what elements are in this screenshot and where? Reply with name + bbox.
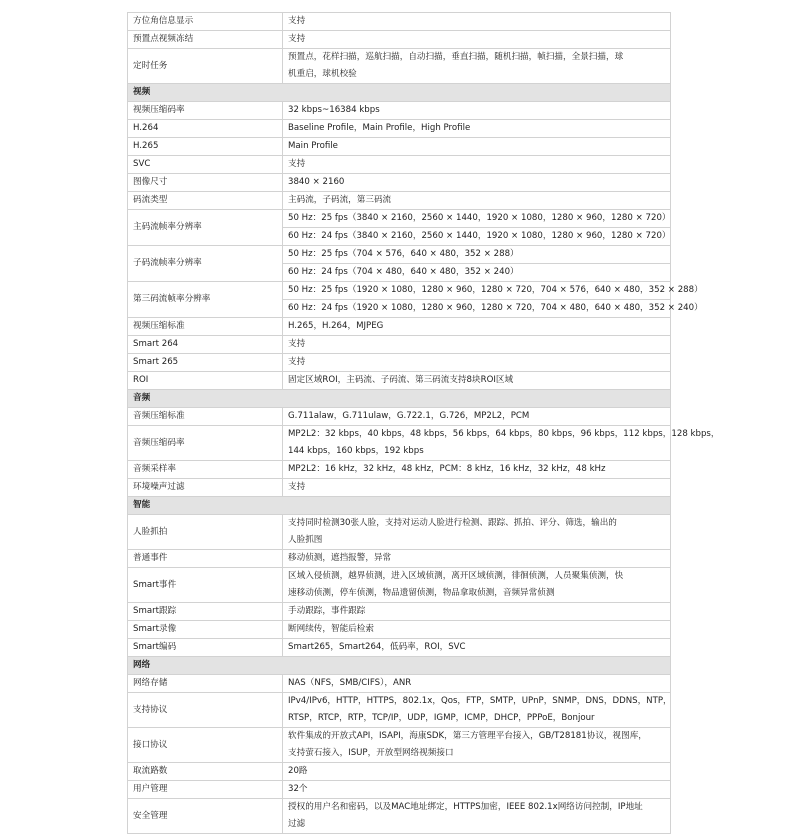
spec-row: [128, 408, 671, 426]
spec-row: [128, 31, 671, 49]
spec-row: [128, 282, 671, 318]
spec-value: [283, 138, 671, 156]
spec-row: [128, 192, 671, 210]
spec-label: 取流路数: [128, 763, 283, 781]
spec-value: [283, 621, 671, 639]
spec-label: Smart 264: [128, 336, 283, 354]
spec-row: [128, 156, 671, 174]
spec-label: 子码流帧率分辨率: [128, 246, 283, 282]
spec-value-line: 144 kbps，160 kbps，192 kbps: [288, 446, 424, 456]
spec-value: [283, 372, 671, 390]
spec-value: [283, 318, 671, 336]
spec-value-line: NAS（NFS，SMB/CIFS），ANR: [288, 678, 412, 688]
spec-value: [283, 781, 671, 799]
spec-value-line: 50 Hz：25 fps（704 × 576，640 × 480，352 × 288）: [288, 249, 519, 259]
spec-value-line: 支持: [288, 357, 306, 367]
spec-value: [283, 192, 671, 210]
spec-value: [283, 246, 671, 282]
spec-row: [128, 621, 671, 639]
spec-value-line: 60 Hz：24 fps（1920 × 1080，1280 × 960，1280 × 720，704 × 480，640 × 480，352 × 240）: [283, 299, 670, 317]
spec-value-line: 软件集成的开放式API，ISAPI，海康SDK，第三方管理平台接入，GB/T28181协议，视图库，: [288, 731, 647, 741]
spec-value-line: 3840 × 2160: [288, 177, 345, 187]
spec-value: [283, 49, 671, 84]
spec-value: [283, 479, 671, 497]
spec-label: 音频压缩码率: [128, 426, 283, 461]
spec-label: Smart事件: [128, 568, 283, 603]
spec-value-line: 授权的用户名和密码，以及MAC地址绑定，HTTPS加密，IEEE 802.1x网络访问控制，IP地址: [288, 802, 643, 812]
spec-value-line: MP2L2：32 kbps，40 kbps，48 kbps，56 kbps，64 kbps，80 kbps，96 kbps，112 kbps，128 kbps，: [288, 429, 720, 439]
spec-row: [128, 461, 671, 479]
section-title: 音频: [128, 390, 671, 408]
spec-table: [127, 12, 720, 834]
spec-row: [128, 354, 671, 372]
spec-value-line: 速移动侦测，停车侦测，物品遗留侦测，物品拿取侦测，音频异常侦测: [288, 588, 555, 598]
spec-row: [128, 728, 671, 763]
spec-row: [128, 603, 671, 621]
spec-table-body: [128, 13, 720, 834]
spec-label: H.265: [128, 138, 283, 156]
spec-row: [128, 515, 671, 550]
spec-label: 音频采样率: [128, 461, 283, 479]
spec-value: [283, 675, 671, 693]
spec-value-line: 断网续传，智能后检索: [288, 624, 374, 634]
spec-value-line: 固定区域ROI，主码流、子码流、第三码流支持8块ROI区域: [288, 375, 514, 385]
spec-label: ROI: [128, 372, 283, 390]
spec-row: [128, 763, 671, 781]
spec-value: [283, 515, 671, 550]
spec-value: [283, 156, 671, 174]
spec-value-line: Baseline Profile，Main Profile，High Profile: [288, 123, 471, 133]
spec-value-line: IPv4/IPv6，HTTP，HTTPS，802.1x，Qos，FTP，SMTP，UPnP，SNMP，DNS，DDNS，NTP，: [288, 696, 672, 706]
spec-label: 安全管理: [128, 799, 283, 834]
spec-value-line: Main Profile: [288, 141, 338, 151]
spec-value-line: 人脸抓图: [288, 535, 323, 545]
spec-label: 图像尺寸: [128, 174, 283, 192]
spec-value-line: 预置点，花样扫描，巡航扫描，自动扫描，垂直扫描，随机扫描，帧扫描，全景扫描，球: [288, 52, 624, 62]
spec-row: [128, 639, 671, 657]
section-header-row: [128, 497, 671, 515]
spec-value: [283, 426, 720, 461]
spec-value-line: 支持同时检测30张人脸，支持对运动人脸进行检测、跟踪、抓拍、评分、筛选，输出的: [288, 518, 617, 528]
spec-label: SVC: [128, 156, 283, 174]
spec-row: [128, 372, 671, 390]
spec-value-line: 区域入侵侦测，越界侦测，进入区域侦测，离开区域侦测，徘徊侦测，人员聚集侦测，快: [288, 571, 624, 581]
spec-label: 接口协议: [128, 728, 283, 763]
spec-row: [128, 13, 671, 31]
spec-label: Smart跟踪: [128, 603, 283, 621]
spec-value-line: 过滤: [288, 819, 306, 829]
spec-label: 定时任务: [128, 49, 283, 84]
spec-value: [283, 336, 671, 354]
spec-value-line: 支持: [288, 159, 306, 169]
spec-row: [128, 568, 671, 603]
spec-value-line: 60 Hz：24 fps（3840 × 2160，2560 × 1440，1920 × 1080，1280 × 960，1280 × 720）: [283, 227, 670, 245]
spec-label: 支持协议: [128, 693, 283, 728]
spec-label: H.264: [128, 120, 283, 138]
spec-value-line: RTSP，RTCP，RTP，TCP/IP，UDP，IGMP，ICMP，DHCP，PPPoE，Bonjour: [288, 713, 595, 723]
spec-value-line: MP2L2：16 kHz，32 kHz，48 kHz，PCM：8 kHz，16 kHz，32 kHz，48 kHz: [288, 464, 606, 474]
spec-label: Smart编码: [128, 639, 283, 657]
spec-label: 视频压缩标准: [128, 318, 283, 336]
spec-value: [283, 210, 671, 246]
spec-row: [128, 799, 671, 834]
spec-value-line: 60 Hz：24 fps（704 × 480，640 × 480，352 × 240）: [283, 263, 670, 281]
spec-value: [283, 31, 671, 49]
section-title: 网络: [128, 657, 671, 675]
spec-value: [283, 174, 671, 192]
section-header-row: [128, 390, 671, 408]
spec-row: [128, 174, 671, 192]
spec-row: [128, 693, 671, 728]
spec-value: [283, 13, 671, 31]
section-header-row: [128, 84, 671, 102]
spec-row: [128, 210, 671, 246]
spec-value-line: 移动侦测，遮挡报警，异常: [288, 553, 392, 563]
spec-value: [283, 693, 671, 728]
section-title: 视频: [128, 84, 671, 102]
spec-value-line: 手动跟踪，事件跟踪: [288, 606, 366, 616]
spec-label: Smart录像: [128, 621, 283, 639]
spec-label: 普通事件: [128, 550, 283, 568]
spec-row: [128, 138, 671, 156]
spec-label: 码流类型: [128, 192, 283, 210]
spec-label: 主码流帧率分辨率: [128, 210, 283, 246]
spec-value: [283, 461, 671, 479]
spec-row: [128, 426, 671, 461]
spec-value-line: H.265，H.264，MJPEG: [288, 321, 384, 331]
spec-value: [283, 568, 671, 603]
spec-value-line: 支持: [288, 34, 306, 44]
spec-row: [128, 550, 671, 568]
spec-value: [283, 799, 671, 834]
spec-row: [128, 479, 671, 497]
spec-value: [283, 728, 671, 763]
spec-value-line: G.711alaw，G.711ulaw，G.722.1，G.726，MP2L2，PCM: [288, 411, 530, 421]
spec-label: 网络存储: [128, 675, 283, 693]
spec-value-line: 机重启，球机校验: [288, 69, 357, 79]
spec-value-line: 主码流，子码流，第三码流: [288, 195, 392, 205]
spec-value-line: 50 Hz：25 fps（1920 × 1080，1280 × 960，1280 × 720，704 × 576，640 × 480，352 × 288）: [288, 285, 703, 295]
spec-row: [128, 102, 671, 120]
spec-value: [283, 603, 671, 621]
spec-value-line: 支持: [288, 339, 306, 349]
spec-value: [283, 550, 671, 568]
spec-label: 用户管理: [128, 781, 283, 799]
spec-value-line: 50 Hz：25 fps（3840 × 2160，2560 × 1440，1920 × 1080，1280 × 960，1280 × 720）: [288, 213, 671, 223]
spec-row: [128, 49, 671, 84]
spec-value-line: 32 kbps~16384 kbps: [288, 105, 380, 115]
spec-value: [283, 102, 671, 120]
spec-row: [128, 781, 671, 799]
spec-value: [283, 354, 671, 372]
spec-row: [128, 246, 671, 282]
spec-value: [283, 763, 671, 781]
spec-label: 音频压缩标准: [128, 408, 283, 426]
spec-value: [283, 282, 703, 318]
section-header-row: [128, 657, 671, 675]
spec-label: 预置点视频冻结: [128, 31, 283, 49]
section-title: 智能: [128, 497, 671, 515]
spec-label: 人脸抓拍: [128, 515, 283, 550]
spec-value-line: 支持萤石接入，ISUP，开放型网络视频接口: [288, 748, 454, 758]
spec-label: Smart 265: [128, 354, 283, 372]
spec-value: [283, 120, 671, 138]
spec-value-line: Smart265，Smart264，低码率，ROI，SVC: [288, 642, 466, 652]
spec-value-line: 支持: [288, 16, 306, 26]
spec-label: 方位角信息显示: [128, 13, 283, 31]
spec-label: 第三码流帧率分辨率: [128, 282, 283, 318]
spec-row: [128, 318, 671, 336]
spec-label: 视频压缩码率: [128, 102, 283, 120]
spec-value: [283, 639, 671, 657]
spec-value-line: 20路: [288, 766, 308, 776]
spec-row: [128, 336, 671, 354]
spec-row: [128, 675, 671, 693]
spec-value: [283, 408, 671, 426]
spec-label: 环境噪声过滤: [128, 479, 283, 497]
spec-value-line: 32个: [288, 784, 308, 794]
spec-row: [128, 120, 671, 138]
spec-value-line: 支持: [288, 482, 306, 492]
